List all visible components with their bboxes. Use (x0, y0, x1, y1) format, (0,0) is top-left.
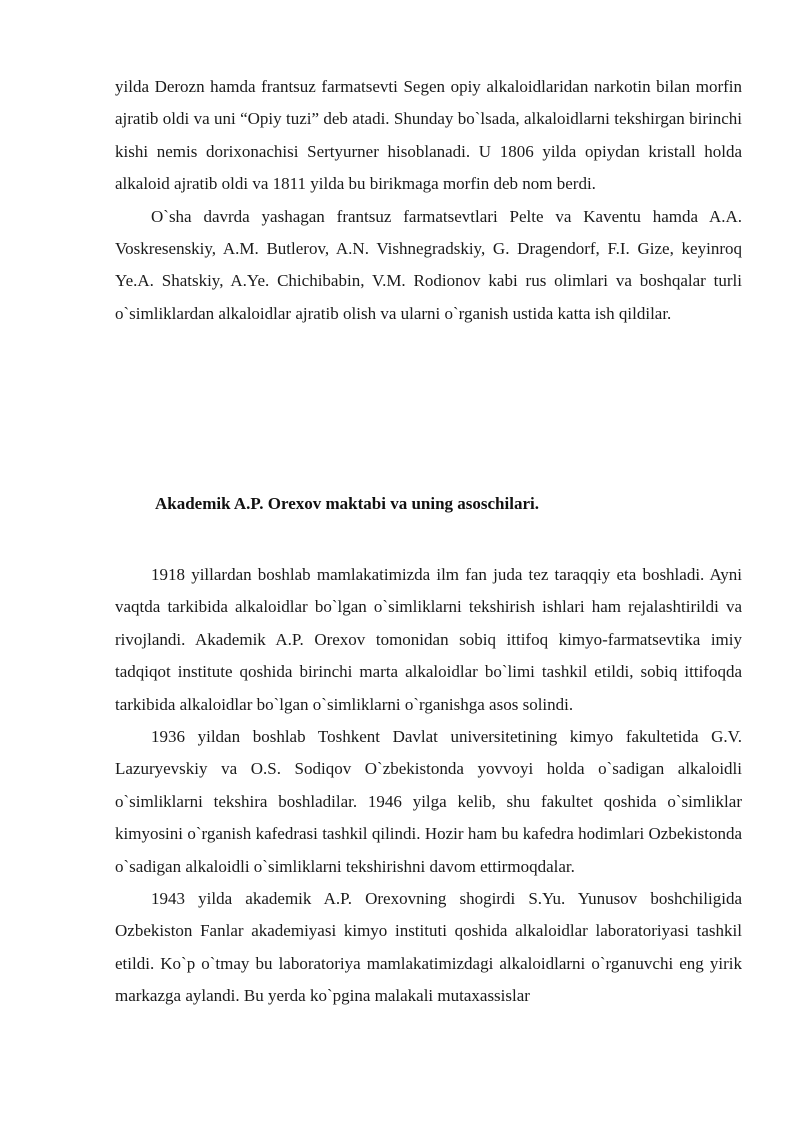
paragraph-1918: 1918 yillardan boshlab mamlakatimizda ilm fan juda tez taraqqiy eta boshladi. Ayni vaqtda tarkibida alkaloidlar bo`lgan o`simliklarni tekshirish ishlari ham rejalashtirildi va rivojlandi. Akademik A.P. Orexov tomonidan sobiq ittifoq kimyo-farmatsevtika imiy tadqiqot institute qoshida birinchi marta alkaloidlar bo`limi tashkil etildi, sobiq ittifoqda tarkibida alkaloidlar bo`lgan o`simliklarni o`rganishga asos solindi. (115, 565, 742, 714)
section-heading: Akademik A.P. Orexov maktabi va uning asoschilari. (155, 494, 539, 513)
paragraph-1936: 1936 yildan boshlab Toshkent Davlat universitetining kimyo fakultetida G.V. Lazuryevskiy va O.S. Sodiqov O`zbekistonda yovvoyi holda o`sadigan alkaloidli o`simliklarni tekshira boshladilar. 1946 yilga kelib, shu fakultet qoshida o`simliklar kimyosini o`rganish kafedrasi tashkil qilindi. Hozir ham bu kafedra hodimlari Ozbekistonda o`sadigan alkaloidli o`simliklarni tekshirishni davom ettirmoqdalar. (115, 727, 742, 876)
top-text-section (115, 71, 742, 330)
paragraph-morphin-history: yilda Derozn hamda frantsuz farmatsevti Segen opiy alkaloidlaridan narkotin bilan morfin ajratib oldi va uni “Opiy tuzi” deb atadi. Shunday bo`lsada, alkaloidlarni tekshirgan birinchi kishi nemis dorixonachisi Sertyurner hisoblanadi. U 1806 yilda opiydan kristall holda alkaloid ajratib oldi va 1811 yilda bu birikmaga morfin deb nom berdi. (115, 77, 742, 194)
paragraph-1943: 1943 yilda akademik A.P. Orexovning shogirdi S.Yu. Yunusov boshchiligida Ozbekiston Fanlar akademiyasi kimyo instituti qoshida alkaloidlar laboratoriyasi tashkil etildi. Ko`p o`tmay bu laboratoriya mamlakatimizdagi alkaloidlarni o`rganuvchi eng yirik markazga aylandi. Bu yerda ko`pgina malakali mutaxassislar (115, 889, 742, 1006)
bottom-text-section (115, 559, 742, 1013)
paragraph-scientists: O`sha davrda yashagan frantsuz farmatsevtlari Pelte va Kaventu hamda A.A. Voskresenskiy, A.M. Butlerov, A.N. Vishnegradskiy, G. Dragendorf, F.I. Gize, keyinroq Ye.A. Shatskiy, A.Ye. Chichibabin, V.M. Rodionov kabi rus olimlari va boshqalar turli o`simliklardan alkaloidlar ajratib olish va ularni o`rganish ustida katta ish qildilar. (115, 206, 742, 323)
